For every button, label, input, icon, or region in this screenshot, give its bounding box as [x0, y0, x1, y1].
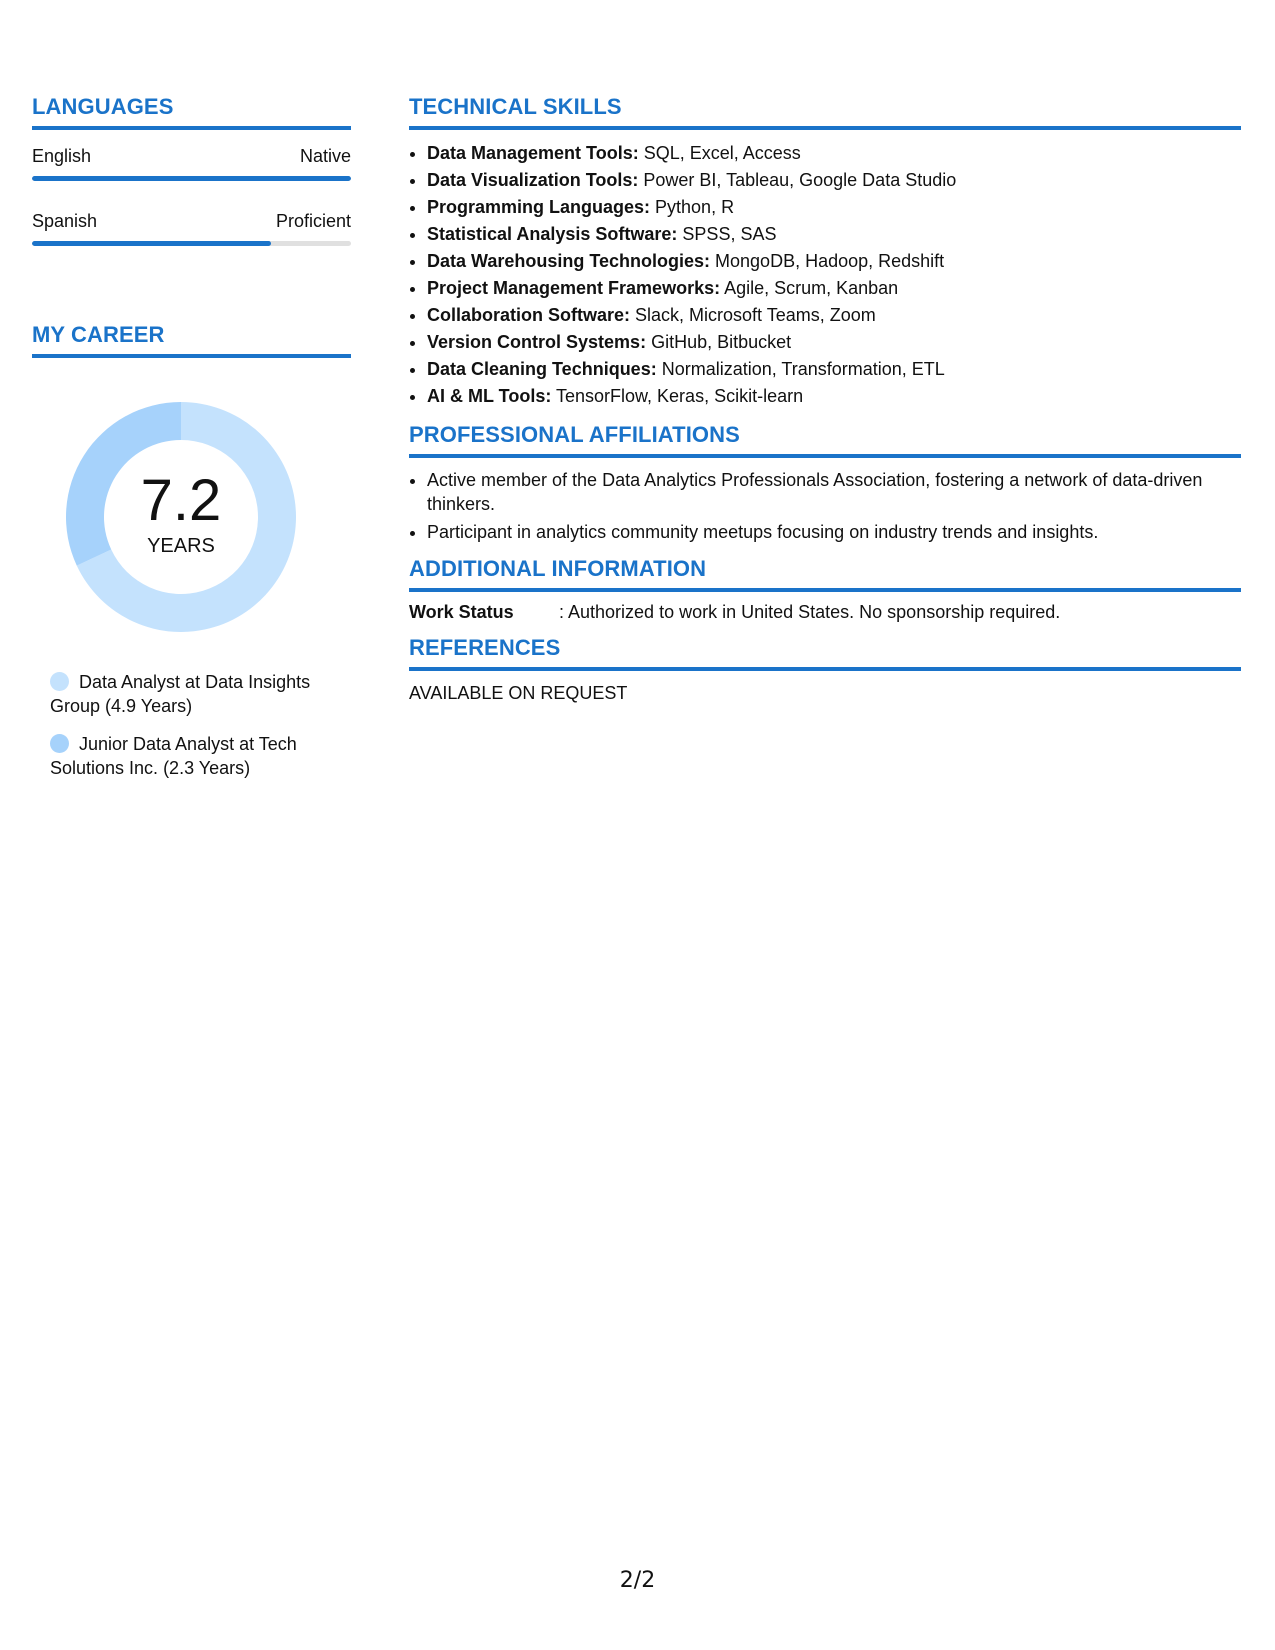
- legend-dot-icon: [50, 672, 69, 691]
- affiliations-title: PROFESSIONAL AFFILIATIONS: [409, 422, 1241, 458]
- skill-label: Project Management Frameworks:: [427, 278, 721, 298]
- page-number: 2/2: [619, 1568, 656, 1593]
- skill-value: Normalization, Transformation, ETL: [656, 359, 945, 379]
- skill-value: SPSS, SAS: [677, 224, 777, 244]
- language-bar-english: [32, 176, 351, 181]
- work-status-value: : Authorized to work in United States. No sponsorship required.: [559, 602, 1061, 622]
- donut-center: [66, 402, 296, 632]
- references-title: REFERENCES: [409, 635, 1241, 671]
- sidebar: [32, 94, 351, 794]
- skill-value: Python, R: [650, 197, 735, 217]
- skill-label: Data Cleaning Techniques:: [427, 359, 657, 379]
- skill-value: SQL, Excel, Access: [638, 143, 801, 163]
- skill-label: Statistical Analysis Software:: [427, 224, 678, 244]
- languages-section: [32, 94, 351, 246]
- career-total-unit: YEARS: [147, 534, 215, 557]
- skill-item: [427, 383, 1241, 410]
- skill-item: [427, 275, 1241, 302]
- technical-skills-title: TECHNICAL SKILLS: [409, 94, 1241, 130]
- skill-item: [427, 140, 1241, 167]
- skill-item: [427, 248, 1241, 275]
- language-bar-fill: [32, 241, 271, 246]
- skill-label: Version Control Systems:: [427, 332, 647, 352]
- technical-skills-list: [409, 140, 1241, 410]
- work-status-row: [409, 602, 1241, 623]
- skill-item: [427, 356, 1241, 383]
- legend-dot-icon: [50, 734, 69, 753]
- work-status-label: Work Status: [409, 602, 514, 622]
- skill-value: Agile, Scrum, Kanban: [720, 278, 899, 298]
- skill-label: Data Visualization Tools:: [427, 170, 639, 190]
- language-level: Native: [299, 146, 351, 166]
- skill-label: Data Warehousing Technologies:: [427, 251, 711, 271]
- skill-item: [427, 302, 1241, 329]
- skill-value: GitHub, Bitbucket: [646, 332, 792, 352]
- skill-value: Power BI, Tableau, Google Data Studio: [638, 170, 957, 190]
- language-bar-spanish: [32, 241, 351, 246]
- additional-info-section: [409, 556, 1241, 623]
- career-legend-item: [50, 732, 351, 780]
- career-section: [32, 322, 351, 780]
- language-name: Spanish: [32, 211, 98, 231]
- skill-item: [427, 194, 1241, 221]
- references-section: [409, 635, 1241, 704]
- skill-value: Slack, Microsoft Teams, Zoom: [630, 305, 876, 325]
- language-row-spanish: [32, 211, 351, 232]
- references-text: AVAILABLE ON REQUEST: [409, 683, 628, 703]
- career-legend: [32, 670, 351, 780]
- skill-value: TensorFlow, Keras, Scikit-learn: [551, 386, 804, 406]
- language-name: English: [32, 146, 92, 166]
- languages-title: LANGUAGES: [32, 94, 351, 130]
- affiliation-item: • Participant in analytics community meetups focusing on industry trends and insights.: [427, 520, 1241, 544]
- skill-label: AI & ML Tools:: [427, 386, 552, 406]
- career-legend-item: [50, 670, 351, 718]
- skill-label: Collaboration Software:: [427, 305, 631, 325]
- language-level: Proficient: [275, 211, 351, 231]
- career-donut-chart: [66, 402, 296, 632]
- affiliations-section: [409, 422, 1241, 544]
- technical-skills-section: [409, 94, 1241, 410]
- skill-value: MongoDB, Hadoop, Redshift: [710, 251, 945, 271]
- language-row-english: [32, 146, 351, 167]
- main-content: [409, 94, 1241, 716]
- affiliation-item: • Active member of the Data Analytics Professionals Association, fostering a network of data-driven thinkers.: [427, 468, 1241, 516]
- additional-info-title: ADDITIONAL INFORMATION: [409, 556, 1241, 592]
- skill-item: [427, 221, 1241, 248]
- career-title: MY CAREER: [32, 322, 351, 358]
- career-total-years: 7.2: [140, 467, 222, 533]
- skill-label: Data Management Tools:: [427, 143, 639, 163]
- career-legend-label: Data Analyst at Data Insights Group (4.9 Years): [50, 672, 311, 716]
- language-bar-fill: [32, 176, 351, 181]
- skill-label: Programming Languages:: [427, 197, 651, 217]
- skill-item: [427, 167, 1241, 194]
- skill-item: [427, 329, 1241, 356]
- career-legend-label: Junior Data Analyst at Tech Solutions Inc. (2.3 Years): [50, 734, 297, 778]
- affiliations-list: [409, 468, 1241, 544]
